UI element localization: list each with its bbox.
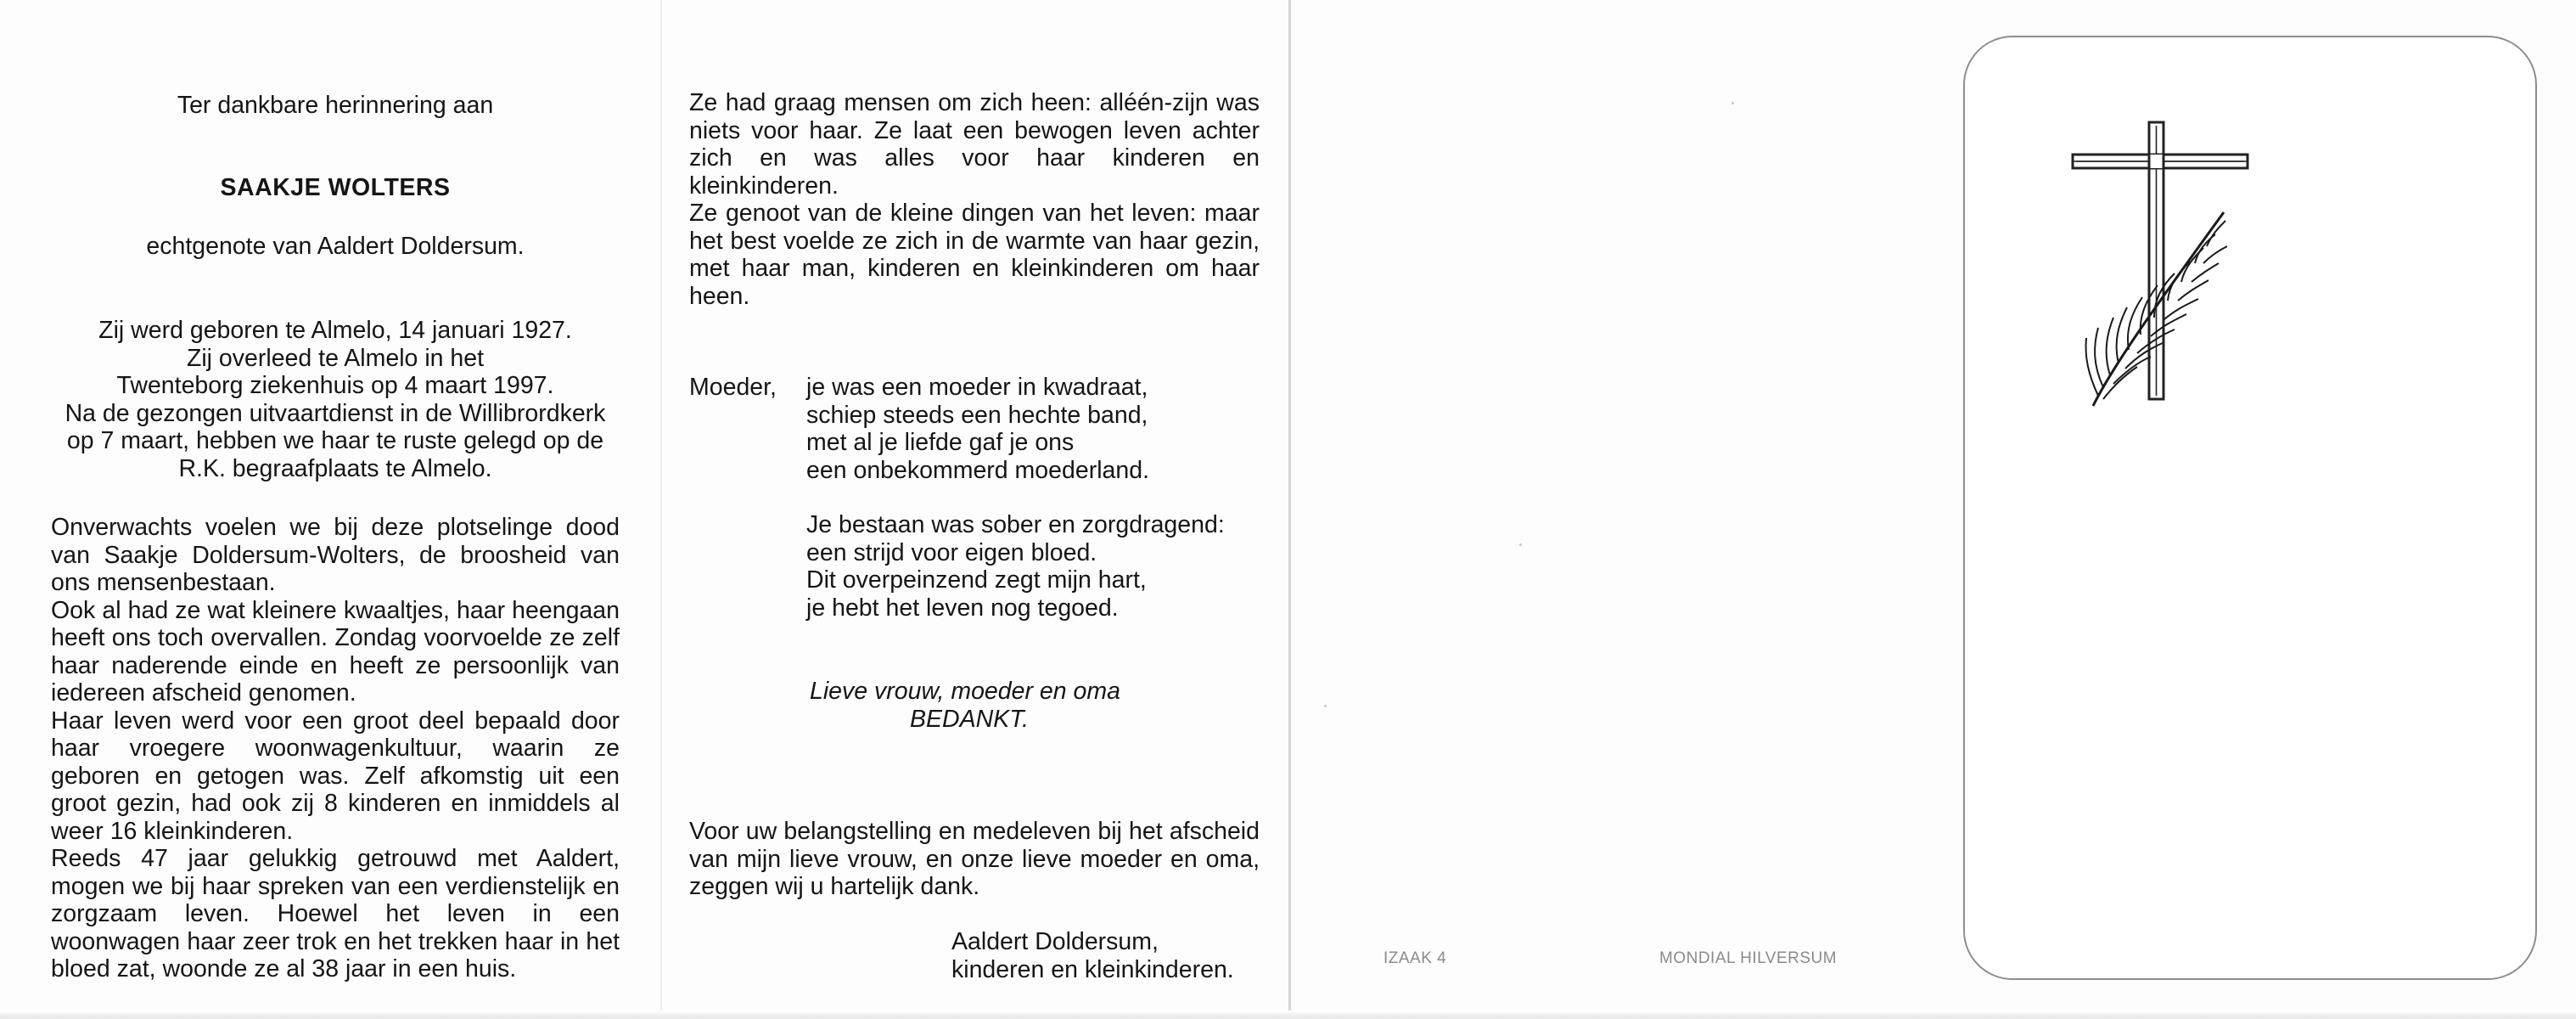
signature [951, 928, 1257, 983]
poem-line: je was een moeder in kwadraat, [806, 374, 1148, 401]
poem-body [806, 374, 1260, 622]
poem-line: een onbekommerd moederland. [806, 456, 1149, 484]
story-paragraph: Ook al had ze wat kleinere kwaaltjes, haar heengaan heeft ons toch overvallen. Zondag voorvoelde ze zelf haar naderende einde en heeft ze persoonlijk van iedereen afscheid genomen. [51, 596, 620, 707]
poem-label: Moeder, [689, 374, 777, 401]
paper-bottom-edge [0, 1011, 2576, 1019]
poem-line: schiep steeds een hechte band, [806, 401, 1148, 429]
paper-speck [1324, 705, 1327, 707]
paper-speck [1731, 102, 1734, 104]
memorial-card-frame [1963, 36, 2537, 980]
intro-line: Ter dankbare herinnering aan [177, 92, 494, 119]
signature-line: Aaldert Doldersum, [951, 928, 1159, 955]
fact-line: Zij overleed te Almelo in het [186, 344, 485, 372]
fact-line: Na de gezongen uitvaartdienst in de Willibrordkerk [65, 399, 606, 427]
poem-line: Dit overpeinzend zegt mijn hart, [806, 566, 1147, 594]
poem-line: je hebt het leven nog tegoed. [806, 594, 1119, 622]
remembrance-paragraph: Ze genoot van de kleine dingen van het leven: maar het best voelde ze zich in de warmte van haar gezin, met haar man, kinderen en kleinkinderen om haar heen. [689, 200, 1260, 310]
thanks-bedankt: BEDANKT. [910, 705, 1029, 733]
cross-with-palm-branch-icon [2062, 119, 2249, 425]
fold-line-right [1288, 0, 1291, 1019]
signature-line: kinderen en kleinkinderen. [951, 955, 1234, 983]
paper-speck [1519, 543, 1522, 546]
poem-line: een strijd voor eigen bloed. [806, 538, 1097, 566]
poem [689, 374, 1260, 622]
closing-thanks: Voor uw belangstelling en medeleven bij het afscheid van mijn lieve vrouw, en onze lieve moeder en oma, zeggen wij u hartelijk dank. [689, 818, 1260, 900]
spouse-line: echtgenote van Aaldert Doldersum. [146, 233, 525, 260]
fold-line-left [660, 0, 662, 1019]
poem-line: met al je liefde gaf je ons [806, 429, 1075, 456]
remembrance-paragraph: Ze had graag mensen om zich heen: alléén-zijn was niets voor haar. Ze laat een bewogen leven achter zich en was alles voor haar kinderen en kleinkinderen. [689, 89, 1260, 200]
fact-line: op 7 maart, hebben we haar te ruste gelegd op de [66, 427, 604, 454]
left-panel [51, 0, 620, 1019]
poem-line: Je bestaan was sober en zorgdragend: [806, 511, 1225, 538]
life-story [51, 514, 620, 983]
printer-label: MONDIAL HILVERSUM [1659, 949, 1838, 967]
deceased-name: SAAKJE WOLTERS [220, 174, 451, 201]
middle-panel [689, 0, 1260, 1019]
story-paragraph: Reeds 47 jaar gelukkig getrouwd met Aaldert, mogen we bij haar spreken van een verdienstelijk en zorgzaam leven. Hoewel het leven in een woonwagen haar zeer trok en het trekken haar in het bloed zat, woonde ze al 38 jaar in een huis. [51, 845, 620, 982]
thanks-block [689, 678, 1260, 733]
story-paragraph: Haar leven werd voor een groot deel bepaald door haar vroegere woonwagenkultuur, waarin ze geboren en getogen was. Zelf afkomstig uit een groot gezin, had ook zij 8 kinderen en inmiddels al weer 16 kleinkinderen. [51, 707, 620, 845]
fact-line: Zij werd geboren te Almelo, 14 januari 1927. [98, 317, 572, 344]
card-code-label: IZAAK 4 [1383, 949, 1447, 967]
fact-line: R.K. begraafplaats te Almelo. [178, 454, 492, 482]
life-facts [51, 317, 620, 482]
thanks-line: Lieve vrouw, moeder en oma [810, 678, 1120, 705]
remembrance-text [689, 89, 1260, 310]
fact-line: Twenteborg ziekenhuis op 4 maart 1997. [116, 372, 554, 399]
story-paragraph: Onverwachts voelen we bij deze plotselinge dood van Saakje Doldersum-Wolters, de broosheid van ons mensenbestaan. [51, 514, 620, 596]
